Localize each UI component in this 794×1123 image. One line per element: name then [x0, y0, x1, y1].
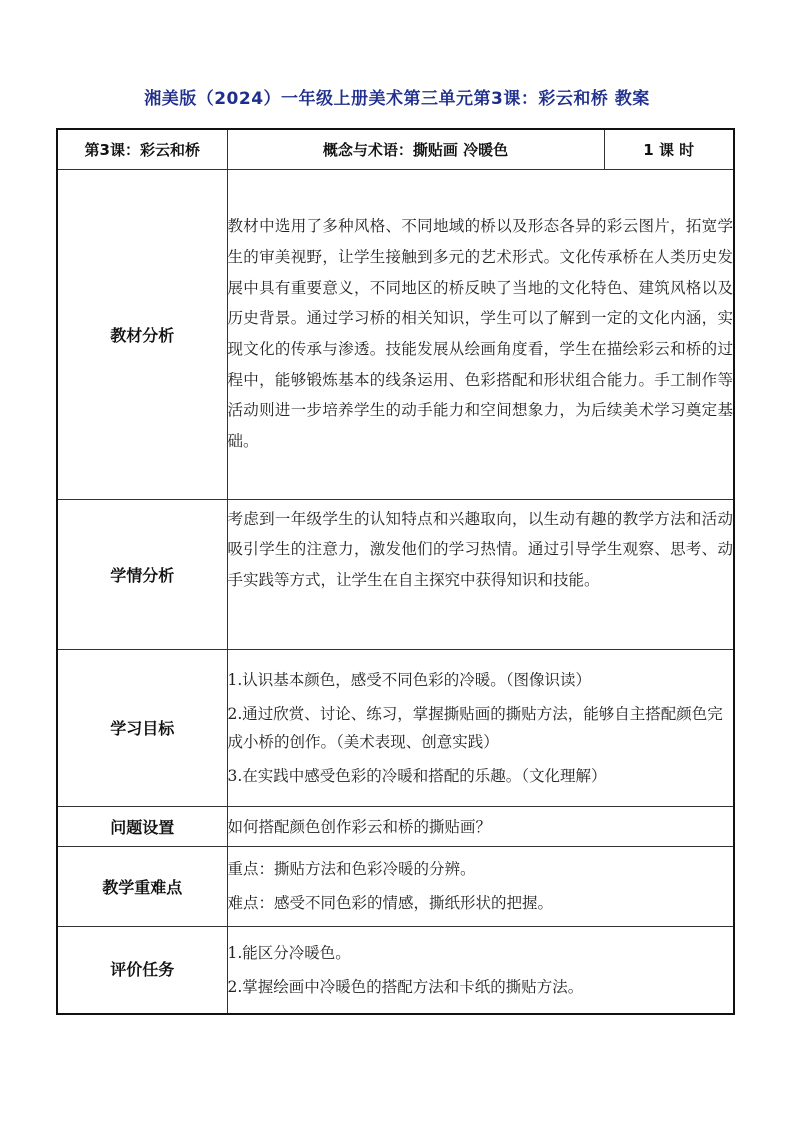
goal-item: 3.在实践中感受色彩的冷暖和搭配的乐趣。（文化理解）	[227, 766, 607, 785]
hours-cell: 1 课 时	[604, 129, 734, 169]
evaluation-label: 评价任务	[57, 926, 227, 1014]
evaluation-row	[57, 926, 734, 1014]
student-analysis-text: 考虑到一年级学生的认知特点和兴趣取向，以生动有趣的教学方法和活动吸引学生的注意力，激发他们的学习热情。通过引导学生观察、思考、动手实践等方式，让学生在自主探究中获得知识和技能。	[227, 499, 734, 649]
concepts-cell: 概念与术语：撕贴画 冷暖色	[227, 129, 604, 169]
question-row	[57, 806, 734, 846]
evaluation-item: 1.能区分冷暖色。	[227, 943, 351, 962]
evaluation-list	[227, 926, 734, 1014]
textbook-analysis-text: 教材中选用了多种风格、不同地域的桥以及形态各异的彩云图片，拓宽学生的审美视野，让学生接触到多元的艺术形式。文化传承桥在人类历史发展中具有重要意义，不同地区的桥反映了当地的文化特色、建筑风格以及历史背景。通过学习桥的相关知识，学生可以了解到一定的文化内涵，实现文化的传承与渗透。技能发展从绘画角度看，学生在描绘彩云和桥的过程中，能够锻炼基本的线条运用、色彩搭配和形状组合能力。手工制作等活动则进一步培养学生的动手能力和空间想象力，为后续美术学习奠定基础。	[227, 169, 734, 499]
learning-goals-row	[57, 649, 734, 806]
textbook-analysis-row	[57, 169, 734, 499]
document-title: 湘美版（2024）一年级上册美术第三单元第3课：彩云和桥 教案	[144, 89, 650, 109]
question-label: 问题设置	[57, 806, 227, 846]
learning-goals-label: 学习目标	[57, 649, 227, 806]
key-point-item: 难点：感受不同色彩的情感，撕纸形状的把握。	[227, 894, 554, 912]
key-points-label: 教学重难点	[57, 846, 227, 926]
goal-item: 2.通过欣赏、讨论、练习，掌握撕贴画的撕贴方法，能够自主搭配颜色完成小桥的创作。（美术表现、创意实践）	[227, 704, 723, 751]
question-text: 如何搭配颜色创作彩云和桥的撕贴画？	[227, 806, 734, 846]
header-row	[57, 129, 734, 169]
student-analysis-row	[57, 499, 734, 649]
key-points-list	[227, 846, 734, 926]
learning-goals-list	[227, 649, 734, 806]
student-analysis-label: 学情分析	[57, 499, 227, 649]
lesson-cell: 第3课：彩云和桥	[57, 129, 227, 169]
key-point-item: 重点：撕贴方法和色彩冷暖的分辨。	[227, 860, 476, 878]
goal-item: 1.认识基本颜色，感受不同色彩的冷暖。（图像识读）	[227, 670, 592, 689]
key-points-row	[57, 846, 734, 926]
textbook-analysis-label: 教材分析	[57, 169, 227, 499]
lesson-plan-table	[56, 128, 735, 1015]
evaluation-item: 2.掌握绘画中冷暖色的搭配方法和卡纸的撕贴方法。	[227, 977, 584, 996]
